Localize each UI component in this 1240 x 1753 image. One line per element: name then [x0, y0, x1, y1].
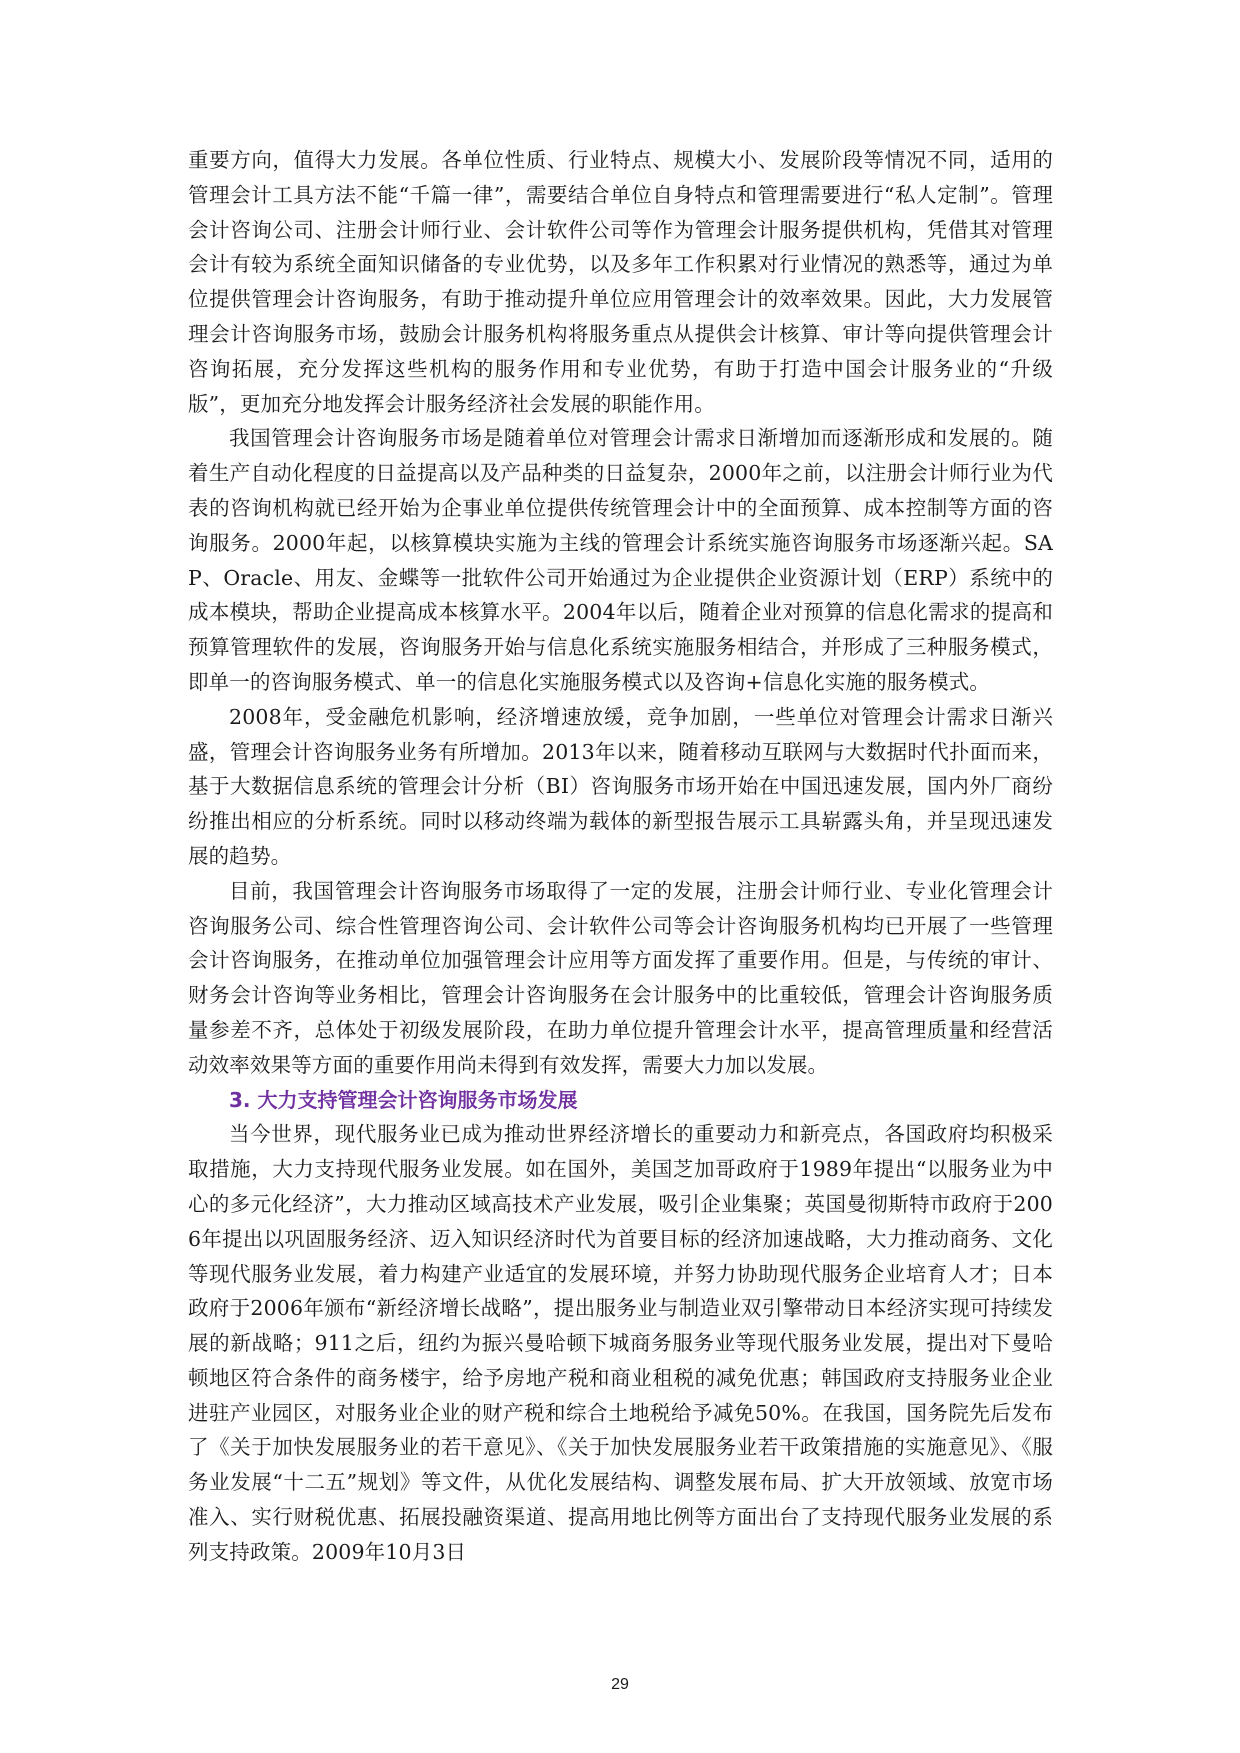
section-heading: 3. 大力支持管理会计咨询服务市场发展 — [229, 1087, 578, 1112]
paragraph-continuation: 重要方向，值得大力发展。各单位性质、行业特点、规模大小、发展阶段等情况不同，适用的管理会计工具方法不能“千篇一律”，需要结合单位自身特点和管理需要进行“私人定制”。管理会计咨询公司、注册会计师行业、会计软件公司等作为管理会计服务提供机构，凭借其对管理会计有较为系统全面知识储备的专业优势，以及多年工作积累对行业情况的熟悉等，通过为单位提供管理会计咨询服务，有助于推动提升单位应用管理会计的效率效果。因此，大力发展管理会计咨询服务市场，鼓励会计服务机构将服务重点从提供会计核算、审计等向提供管理会计咨询拓展，充分发挥这些机构的服务作用和专业优势，有助于打造中国会计服务业的“升级版”，更加充分地发挥会计服务经济社会发展的职能作用。 — [188, 148, 1053, 416]
paragraph-market-history: 我国管理会计咨询服务市场是随着单位对管理会计需求日渐增加而逐渐形成和发展的。随着生产自动化程度的日益提高以及产品种类的日益复杂，2000年之前，以注册会计师行业为代表的咨询机构就已经开始为企事业单位提供传统管理会计中的全面预算、成本控制等方面的咨询服务。2000年起，以核算模块实施为主线的管理会计系统实施咨询服务市场逐渐兴起。SAP、Oracle、用友、金蝶等一批软件公司开始通过为企业提供企业资源计划（ERP）系统中的成本模块，帮助企业提高成本核算水平。2004年以后，随着企业对预算的信息化需求的提高和预算管理软件的发展，咨询服务开始与信息化系统实施服务相结合，并形成了三种服务模式，即单一的咨询服务模式、单一的信息化实施服务模式以及咨询+信息化实施的服务模式。 — [188, 426, 1053, 694]
paragraph-global-policy: 当今世界，现代服务业已成为推动世界经济增长的重要动力和新亮点，各国政府均积极采取措施，大力支持现代服务业发展。如在国外，美国芝加哥政府于1989年提出“以服务业为中心的多元化经济”，大力推动区域高技术产业发展，吸引企业集聚；英国曼彻斯特市政府于2006年提出以巩固服务经济、迈入知识经济时代为首要目标的经济加速战略，大力推动商务、文化等现代服务业发展，着力构建产业适宜的发展环境，并努力协助现代服务企业培育人才；日本政府于2006年颁布“新经济增长战略”，提出服务业与制造业双引擎带动日本经济实现可持续发展的新战略；911之后，纽约为振兴曼哈顿下城商务服务业等现代服务业发展，提出对下曼哈顿地区符合条件的商务楼宇，给予房地产税和商业租税的减免优惠；韩国政府支持服务业企业进驻产业园区，对服务业企业的财产税和综合土地税给予减免50%。在我国，国务院先后发布了《关于加快发展服务业的若干意见》、《关于加快发展服务业若干政策措施的实施意见》、《服务业发展“十二五”规划》等文件，从优化发展结构、调整发展布局、扩大开放领域、放宽市场准入、实行财税优惠、拓展投融资渠道、提高用地比例等方面出台了支持现代服务业发展的系列支持政策。2009年10月3日 — [188, 1122, 1053, 1564]
page-body — [188, 143, 1053, 1570]
page-number: 29 — [611, 1676, 629, 1693]
paragraph-current-status: 目前，我国管理会计咨询服务市场取得了一定的发展，注册会计师行业、专业化管理会计咨询服务公司、综合性管理咨询公司、会计软件公司等会计咨询服务机构均已开展了一些管理会计咨询服务，在推动单位加强管理会计应用等方面发挥了重要作用。但是，与传统的审计、财务会计咨询等业务相比，管理会计咨询服务在会计服务中的比重较低，管理会计咨询服务质量参差不齐，总体处于初级发展阶段，在助力单位提升管理会计水平，提高管理质量和经营活动效率效果等方面的重要作用尚未得到有效发挥，需要大力加以发展。 — [188, 878, 1053, 1077]
paragraph-2008-growth: 2008年，受金融危机影响，经济增速放缓，竞争加剧，一些单位对管理会计需求日渐兴盛，管理会计咨询服务业务有所增加。2013年以来，随着移动互联网与大数据时代扑面而来，基于大数据信息系统的管理会计分析（BI）咨询服务市场开始在中国迅速发展，国内外厂商纷纷推出相应的分析系统。同时以移动终端为载体的新型报告展示工具崭露头角，并呈现迅速发展的趋势。 — [188, 704, 1053, 868]
